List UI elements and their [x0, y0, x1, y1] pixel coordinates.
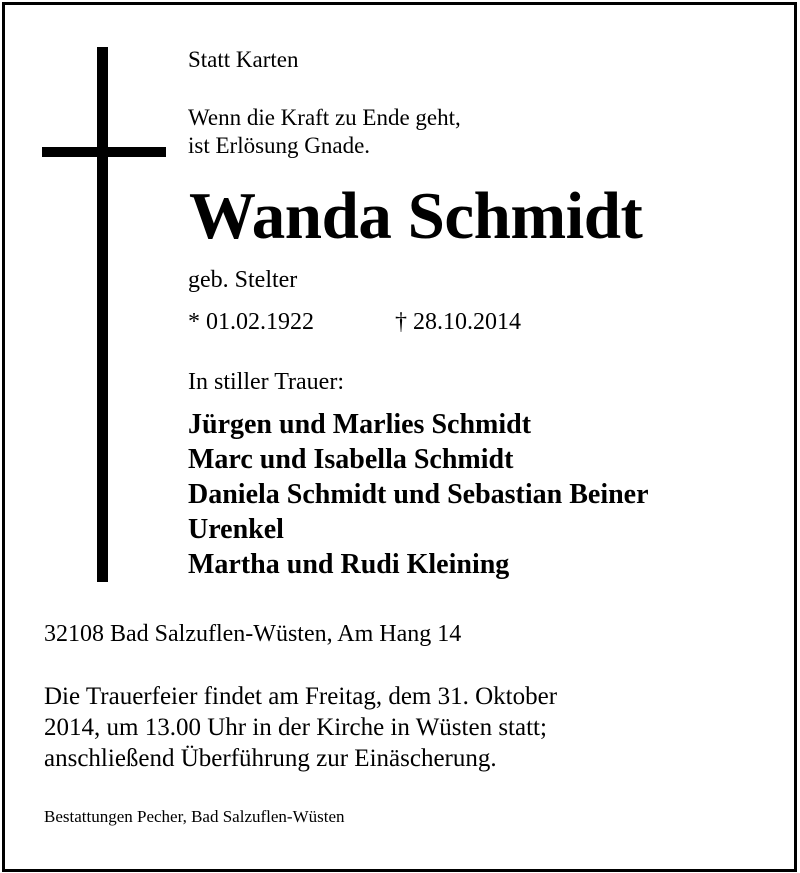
- ceremony-line: 2014, um 13.00 Uhr in der Kirche in Wüsten statt;: [44, 714, 547, 741]
- ceremony-line: anschließend Überführung zur Einäscherung.: [44, 745, 497, 772]
- mourner-entry: Martha und Rudi Kleining: [188, 549, 510, 580]
- mourner-entry: Urenkel: [188, 514, 284, 545]
- quote: [188, 104, 461, 160]
- ceremony-info: [44, 681, 557, 774]
- deceased-name: Wanda Schmidt: [189, 179, 643, 253]
- header-text: Statt Karten: [188, 47, 299, 72]
- cross-horizontal-bar: [42, 147, 166, 157]
- mourner-entry: Marc und Isabella Schmidt: [188, 444, 514, 475]
- undertaker: Bestattungen Pecher, Bad Salzuflen-Wüsten: [44, 807, 345, 826]
- quote-line: Wenn die Kraft zu Ende geht,: [188, 105, 461, 130]
- life-dates: [188, 309, 521, 335]
- address: 32108 Bad Salzuflen-Wüsten, Am Hang 14: [44, 621, 462, 647]
- mourner-entry: Daniela Schmidt und Sebastian Beiner: [188, 479, 649, 510]
- mourning-label: In stiller Trauer:: [188, 369, 344, 395]
- death-date: † 28.10.2014: [395, 309, 521, 335]
- birth-date: * 01.02.1922: [188, 309, 314, 335]
- mourner-entry: Jürgen und Marlies Schmidt: [188, 409, 532, 440]
- maiden-name: geb. Stelter: [188, 267, 298, 293]
- mourners-list: [188, 407, 649, 582]
- quote-line: ist Erlösung Gnade.: [188, 133, 371, 158]
- cross-vertical-bar: [97, 47, 108, 582]
- ceremony-line: Die Trauerfeier findet am Freitag, dem 31. Oktober: [44, 683, 558, 710]
